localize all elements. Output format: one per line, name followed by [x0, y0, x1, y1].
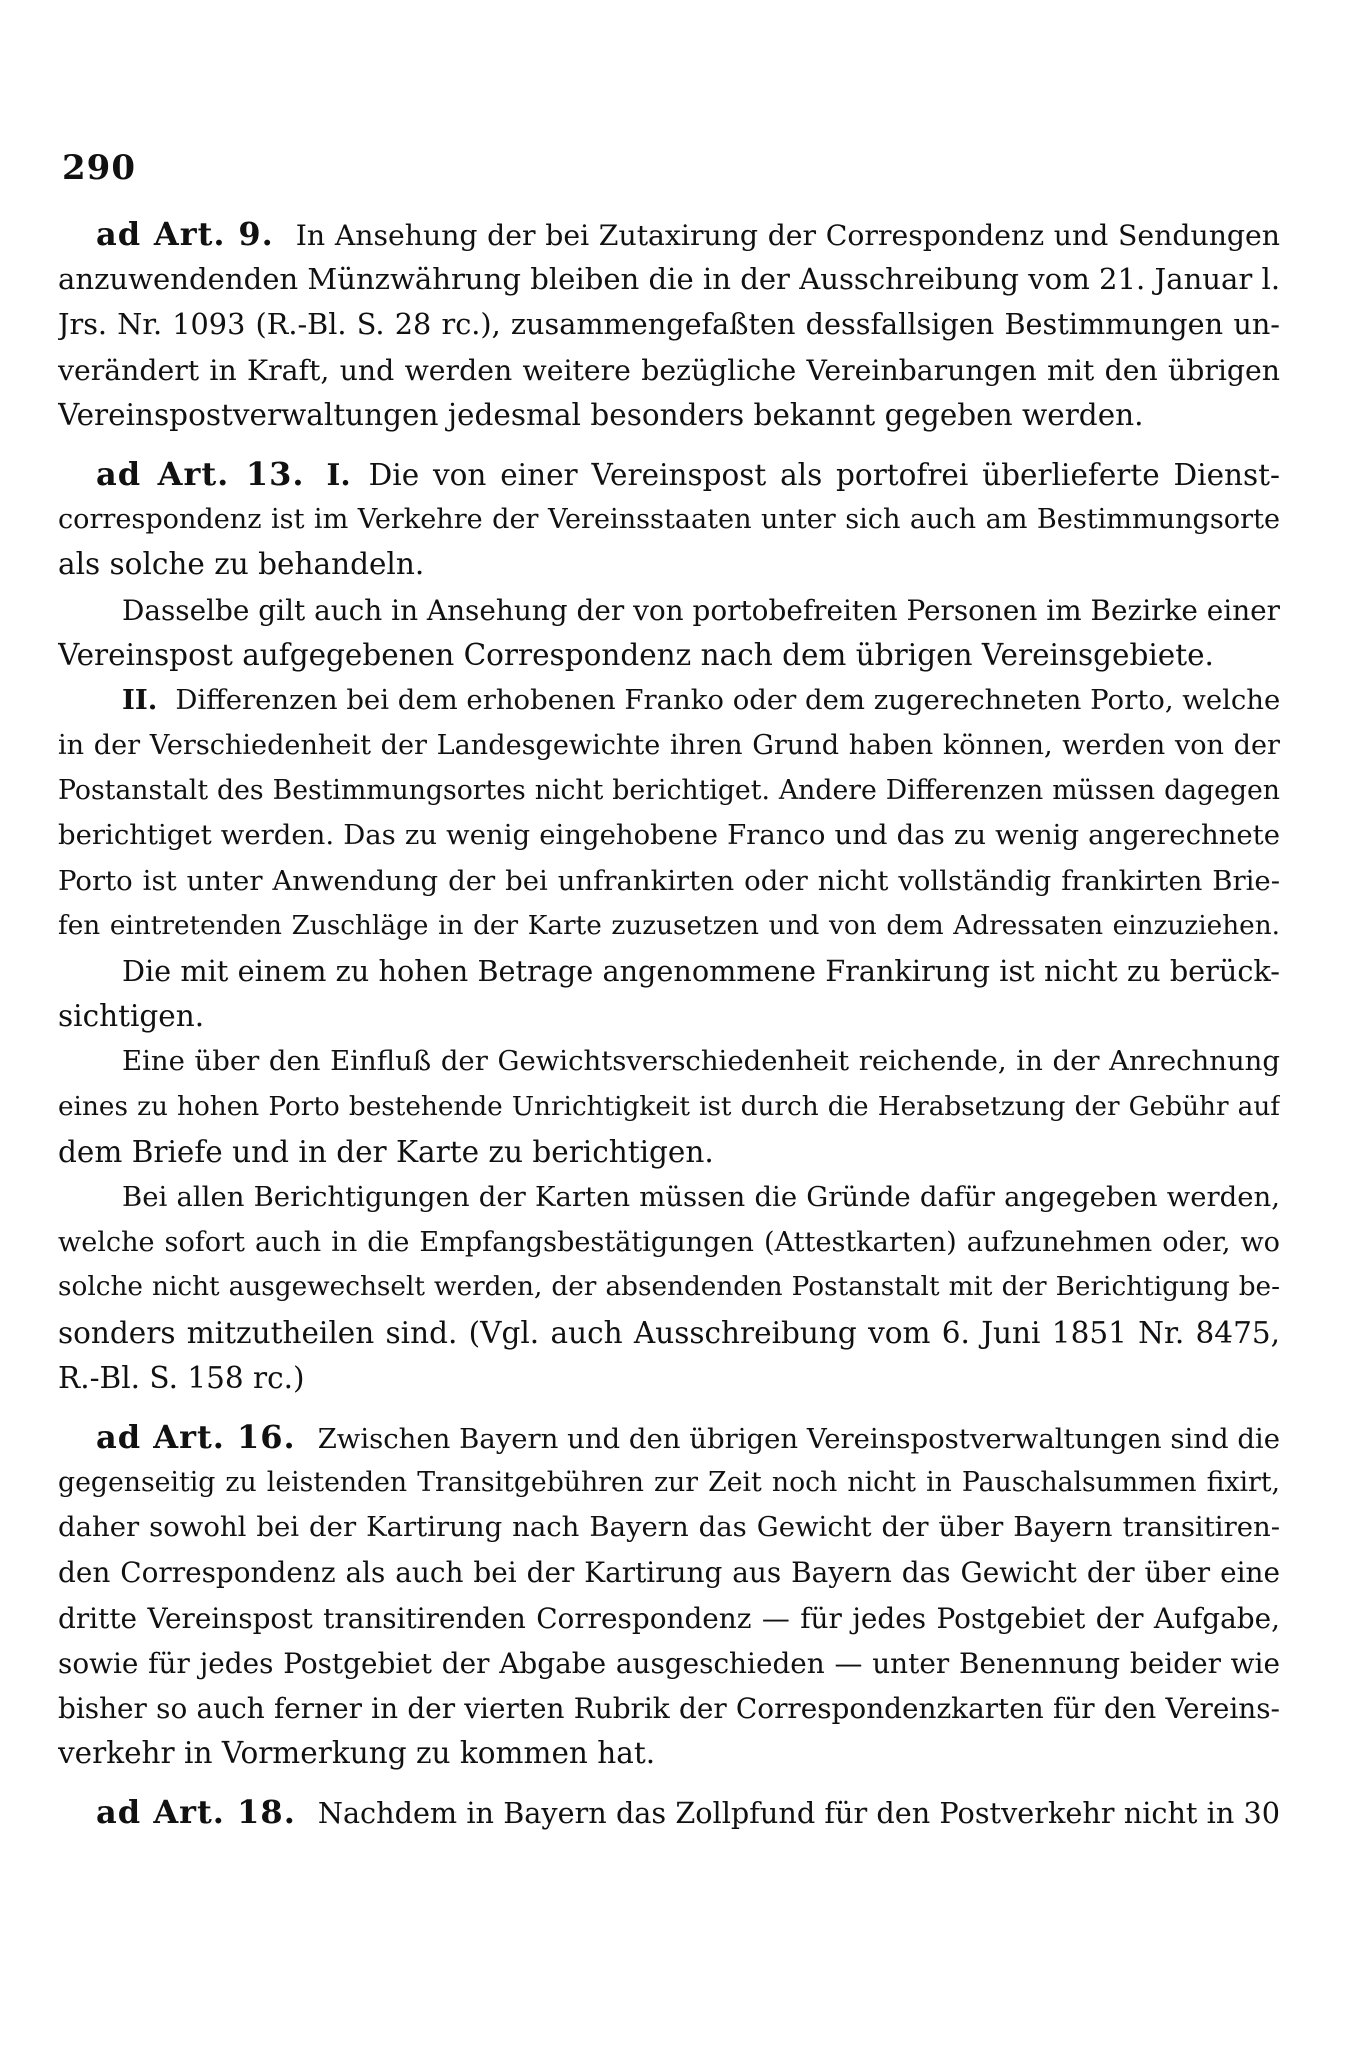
line-text: Differenzen bei dem erhobenen Franko oder dem zugerechneten Porto, welche: [175, 683, 1280, 716]
text-line: [58, 497, 1280, 542]
text-line: [58, 1085, 1280, 1130]
text-line: [58, 1596, 1280, 1641]
line-text: Postanstalt des Bestimmungsortes nicht berichtiget. Andere Differenzen müssen dagegen: [58, 775, 1280, 807]
article-label: ad Art. 18.: [96, 1793, 296, 1832]
text-line: [58, 678, 1280, 723]
line-text: bisher so auch ferner in der vierten Rubrik der Correspondenzkarten für den Vereins-: [58, 1692, 1280, 1725]
line-text: Vereinspostverwaltungen jedesmal besonders bekannt gegeben werden.: [58, 397, 1144, 432]
line-text: dem Briefe und in der Karte zu berichtigen.: [58, 1134, 714, 1169]
text-line: [58, 859, 1280, 904]
line-text: Die mit einem zu hohen Betrage angenommene Frankirung ist nicht zu berück-: [122, 954, 1280, 988]
line-text: verändert in Kraft, und werden weitere bezügliche Vereinbarungen mit den übrigen: [58, 353, 1280, 387]
text-line: [58, 994, 1280, 1039]
text-line: [58, 904, 1280, 949]
text-line: [58, 1641, 1280, 1686]
line-text: Eine über den Einfluß der Gewichtsverschiedenheit reichende, in der Anrechnung: [122, 1045, 1280, 1078]
text-line: [58, 302, 1280, 347]
line-text: als solche zu behandeln.: [58, 547, 425, 582]
line-text: dritte Vereinspost transitirenden Correspondenz — für jedes Postgebiet der Aufgabe,: [58, 1601, 1280, 1635]
text-line: [58, 1311, 1280, 1356]
paragraph-gap: [58, 1776, 1280, 1790]
line-text: sichtigen.: [58, 999, 205, 1034]
line-text: solche nicht ausgewechselt werden, der absendenden Postanstalt mit der Berichtigung be-: [58, 1272, 1280, 1303]
line-text: den Correspondenz als auch bei der Kartirung aus Bayern das Gewicht der über eine: [58, 1556, 1280, 1590]
line-text: In Ansehung der bei Zutaxirung der Correspondenz und Sendungen: [295, 219, 1280, 252]
text-line: [58, 813, 1280, 858]
text-line: [58, 1550, 1280, 1595]
line-text: fen eintretenden Zuschläge in der Karte zuzusetzen und von dem Adressaten einzuziehen.: [58, 910, 1280, 941]
text-line: [58, 588, 1280, 633]
text-line: [58, 1731, 1280, 1776]
line-text: gegenseitig zu leistenden Transitgebühren zur Zeit noch nicht in Pauschalsummen fixirt,: [58, 1467, 1280, 1499]
text-line: [58, 393, 1280, 438]
line-text: Porto ist unter Anwendung der bei unfrankirten oder nicht vollständig frankirten Brie-: [58, 864, 1280, 897]
text-line: [58, 723, 1280, 768]
text-line: [58, 1505, 1280, 1550]
text-line: [58, 542, 1280, 587]
line-text: verkehr in Vormerkung zu kommen hat.: [58, 1736, 656, 1771]
text-line: [58, 1175, 1280, 1220]
text-line: [58, 348, 1280, 393]
article-heading-line: [58, 1790, 1280, 1835]
text-line: [58, 1265, 1280, 1310]
text-line: [58, 1130, 1280, 1175]
line-text: Zwischen Bayern und den übrigen Vereinspostverwaltungen sind die: [317, 1422, 1280, 1455]
text-line: [58, 1686, 1280, 1731]
section-numeral: I.: [326, 456, 351, 492]
body-text: [58, 212, 1280, 1836]
text-line: [58, 949, 1280, 994]
text-line: [58, 633, 1280, 678]
section-numeral: II.: [122, 683, 158, 716]
line-text: Dasselbe gilt auch in Ansehung der von portobefreiten Personen im Bezirke einer: [122, 593, 1280, 627]
line-text: daher sowohl bei der Kartirung nach Bayern das Gewicht der über Bayern transitiren-: [58, 1511, 1280, 1544]
page-number: 290: [62, 148, 136, 188]
text-line: [58, 1220, 1280, 1265]
line-text: anzuwendenden Münzwährung bleiben die in der Ausschreibung vom 21. Januar l.: [58, 262, 1280, 297]
line-text: R.-Bl. S. 158 rc.): [58, 1360, 305, 1395]
line-text: Die von einer Vereinspost als portofrei überlieferte Dienst-: [368, 457, 1280, 492]
line-text: eines zu hohen Porto bestehende Unrichtigkeit ist durch die Herabsetzung der Gebühr auf: [58, 1091, 1280, 1122]
line-text: sonders mitzutheilen sind. (Vgl. auch Ausschreibung vom 6. Juni 1851 Nr. 8475,: [58, 1315, 1280, 1350]
article-label: ad Art. 13.: [96, 454, 305, 493]
text-line: [58, 1460, 1280, 1505]
line-text: sowie für jedes Postgebiet der Abgabe ausgeschieden — unter Benennung beider wie: [58, 1646, 1280, 1680]
paragraph-gap: [58, 1401, 1280, 1415]
text-line: [58, 1356, 1280, 1401]
article-label: ad Art. 16.: [96, 1417, 296, 1456]
line-text: correspondenz ist im Verkehre der Vereinsstaaten unter sich auch am Bestimmungsorte: [58, 504, 1280, 536]
line-text: Vereinspost aufgegebenen Correspondenz nach dem übrigen Vereinsgebiete.: [58, 637, 1214, 672]
line-text: welche sofort auch in die Empfangsbestätigungen (Attestkarten) aufzunehmen oder, wo: [58, 1227, 1280, 1259]
paragraph-gap: [58, 438, 1280, 452]
line-text: Jrs. Nr. 1093 (R.-Bl. S. 28 rc.), zusammengefaßten dessfallsigen Bestimmungen un-: [58, 307, 1280, 342]
article-label: ad Art. 9.: [96, 215, 274, 253]
text-line: [58, 768, 1280, 813]
text-line: [58, 257, 1280, 302]
article-heading-line: [58, 212, 1280, 257]
article-heading-line: [58, 1415, 1280, 1460]
article-heading-line: [58, 452, 1280, 497]
line-text: Bei allen Berichtigungen der Karten müssen die Gründe dafür angegeben werden,: [122, 1180, 1280, 1213]
text-line: [58, 1039, 1280, 1084]
line-text: in der Verschiedenheit der Landesgewichte ihren Grund haben können, werden von der: [58, 730, 1280, 762]
line-text: berichtiget werden. Das zu wenig eingehobene Franco und das zu wenig angerechnete: [58, 819, 1280, 852]
line-text: Nachdem in Bayern das Zollpfund für den Postverkehr nicht in 30: [317, 1796, 1280, 1831]
